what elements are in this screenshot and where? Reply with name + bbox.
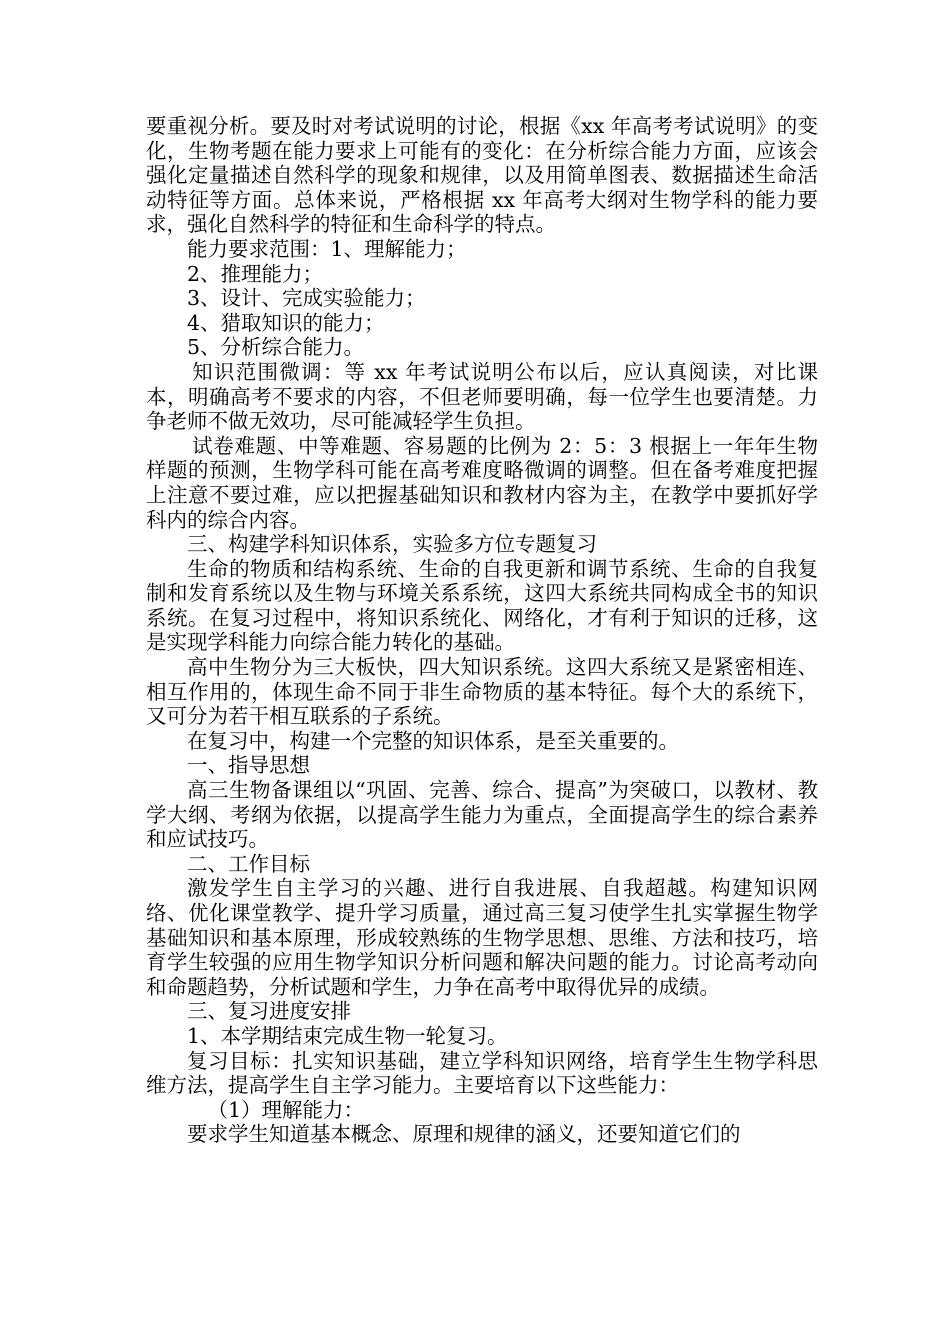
section-heading-work-goals: 二、工作目标 xyxy=(187,851,310,876)
paragraph-guiding-idea: 高三生物备课组以“巩固、完善、综合、提高”为突破口，以教材、教学大纲、考纲为依据，以提高学生能力为重点，全面提高学生的综合素养和应试技巧。 xyxy=(146,778,818,852)
paragraph-difficulty-ratio: 试卷难题、中等难题、容易题的比例为 2：5：3 根据上一年年生物样题的预测，生物学科可能在高考难度略微调的调整。但在备考难度把握上注意不要过难，应以把握基础知识和教材内容为主，在教学中要抓好学科内的综合内容。 xyxy=(146,433,818,532)
section-heading-schedule: 三、复习进度安排 xyxy=(187,999,351,1024)
ability-item-5: 5、分析综合能力。 xyxy=(187,335,365,360)
paragraph-work-goals: 激发学生自主学习的兴趣、进行自我进展、自我超越。构建知识网络、优化课堂教学、提升学习质量，通过高三复习使学生扎实掌握生物学基础知识和基本原理，形成较熟练的生物学思想、思维、方法和技巧，培育学生较强的应用生物学知识分析问题和解决问题的能力。讨论高考动向和命题趋势，分析试题和学生，力争在高考中取得优异的成绩。 xyxy=(146,876,818,999)
paragraph-three-blocks: 高中生物分为三大板快，四大知识系统。这四大系统又是紧密相连、相互作用的，体现生命不同于非生命物质的基本特征。每个大的系统下，又可分为若干相互联系的子系统。 xyxy=(146,655,818,729)
ability-item-2: 2、推理能力； xyxy=(187,261,324,286)
ability-item-4: 4、猎取知识的能力； xyxy=(187,310,385,335)
section-heading-guiding-idea: 一、指导思想 xyxy=(187,753,310,778)
document-body xyxy=(146,114,818,1147)
subheading-understanding-ability: （1）理解能力： xyxy=(207,1097,365,1122)
paragraph-four-systems: 生命的物质和结构系统、生命的自我更新和调节系统、生命的自我复制和发育系统以及生物与环境关系系统，这四大系统共同构成全书的知识系统。在复习过程中，将知识系统化、网络化，才有利于知识的迁移，这是实现学科能力向综合能力转化的基础。 xyxy=(146,556,818,655)
paragraph-exam-analysis: 要重视分析。要及时对考试说明的讨论，根据《xx 年高考考试说明》的变化，生物考题在能力要求上可能有的变化：在分析综合能力方面，应该会强化定量描述自然科学的现象和规律，以及用简单图表、数据描述生命活动特征等方面。总体来说，严格根据 xx 年高考大纲对生物学科的能力要求，强化自然科学的特征和生命科学的特点。 xyxy=(146,114,818,237)
section-heading-knowledge-system: 三、构建学科知识体系，实验多方位专题复习 xyxy=(187,532,597,557)
schedule-item-1: 1、本学期结束完成生物一轮复习。 xyxy=(187,1023,508,1048)
ability-scope-heading: 能力要求范围：1、理解能力； xyxy=(187,236,467,261)
ability-item-3: 3、设计、完成实验能力； xyxy=(187,286,426,311)
paragraph-knowledge-scope: 知识范围微调：等 xx 年考试说明公布以后，应认真阅读，对比课本，明确高考不要求的内容，不但老师要明确，每一位学生也要清楚。力争老师不做无效功，尽可能减轻学生负担。 xyxy=(146,359,818,434)
paragraph-understanding-requirement: 要求学生知道基本概念、原理和规律的涵义，还要知道它们的 xyxy=(187,1122,741,1147)
paragraph-review-goals: 复习目标：扎实知识基础，建立学科知识网络，培育学生生物学科思维方法，提高学生自主学习能力。主要培育以下这些能力： xyxy=(146,1048,818,1098)
paragraph-build-system: 在复习中，构建一个完整的知识体系，是至关重要的。 xyxy=(187,728,679,753)
